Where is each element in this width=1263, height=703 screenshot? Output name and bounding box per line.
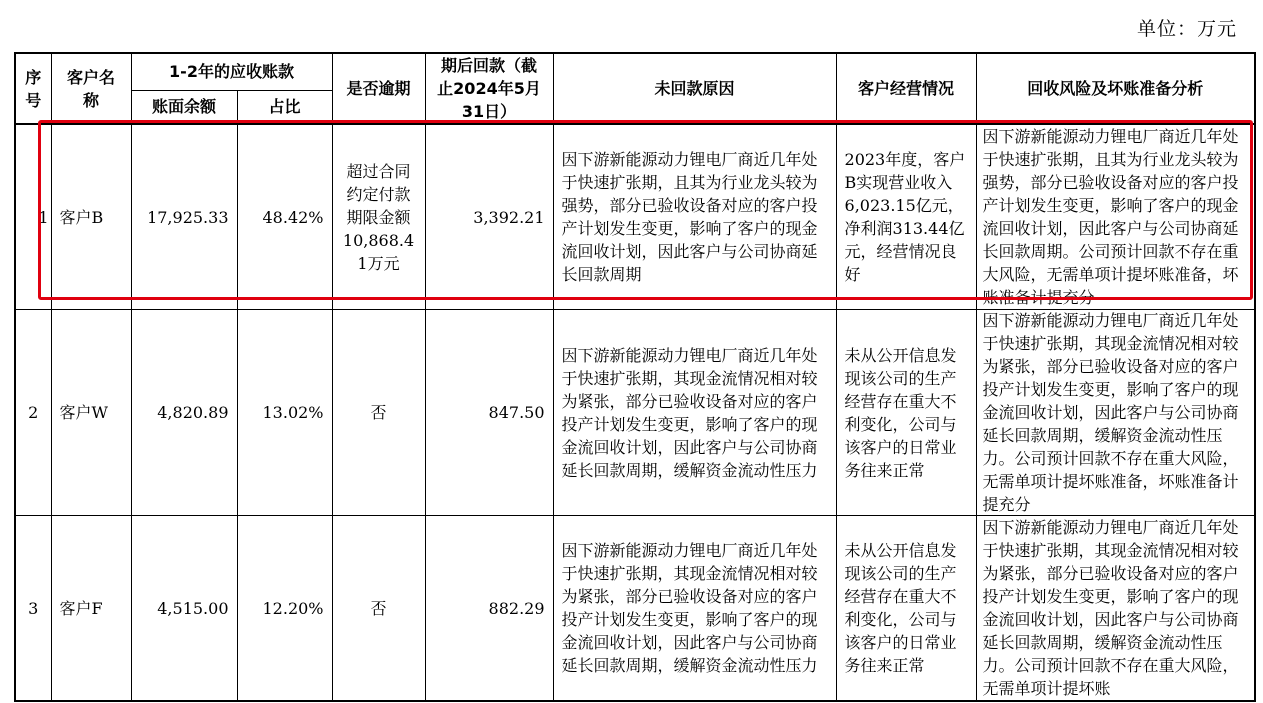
cell-risk [976,310,1255,516]
cell-operation [836,310,976,516]
risk-text: 因下游新能源动力锂电厂商近几年处于快速扩张期，其现金流情况相对较为紧张，部分已验收设备对应的客户投产计划发生变更，影响了客户的现金流回收计划，因此客户与公司协商延长回款周期，缓解资金流动性压力。公司预计回款不存在重大风险，无需单项计提坏账准备，坏账准备计提充分 [982,311,1239,514]
reason-text: 因下游新能源动力锂电厂商近几年处于快速扩张期，其现金流情况相对较为紧张，部分已验收设备对应的客户投产计划发生变更，影响了客户的现金流回收计划，因此客户与公司协商延长回款周期，缓解资金流动性压力 [561,541,818,675]
cell-seq: 3 [15,516,51,702]
header-seq: 序号 [15,53,51,124]
header-reason: 未回款原因 [553,53,836,124]
header-ratio: 占比 [237,90,332,124]
cell-collected: 3,392.21 [425,124,553,310]
table-row [15,310,1255,516]
header-book-balance: 账面余额 [131,90,237,124]
header-customer: 客户名称 [51,53,131,124]
cell-risk [976,516,1255,702]
table-row [15,124,1255,310]
header-risk: 回收风险及坏账准备分析 [976,53,1255,124]
receivables-table [14,52,1256,702]
cell-collected: 882.29 [425,516,553,702]
cell-seq: 1 [15,124,51,310]
cell-seq: 2 [15,310,51,516]
reason-text: 因下游新能源动力锂电厂商近几年处于快速扩张期，其现金流情况相对较为紧张，部分已验收设备对应的客户投产计划发生变更，影响了客户的现金流回收计划，因此客户与公司协商延长回款周期，缓解资金流动性压力 [561,345,818,480]
cell-overdue [332,124,425,310]
cell-collected: 847.50 [425,310,553,516]
table-row [15,516,1255,702]
cell-book-balance: 4,820.89 [131,310,237,516]
cell-operation [836,516,976,702]
cell-ratio: 48.42% [237,124,332,310]
cell-ratio: 12.20% [237,516,332,702]
cell-operation [836,124,976,310]
cell-customer: 客户W [51,310,131,516]
cell-ratio: 13.02% [237,310,332,516]
risk-text: 因下游新能源动力锂电厂商近几年处于快速扩张期，其现金流情况相对较为紧张，部分已验收设备对应的客户投产计划发生变更，影响了客户的现金流回收计划，因此客户与公司协商延长回款周期，缓解资金流动性压力。公司预计回款不存在重大风险，无需单项计提坏账 [982,518,1239,698]
cell-customer: 客户B [51,124,131,310]
reason-text: 因下游新能源动力锂电厂商近几年处于快速扩张期，且其为行业龙头较为强势，部分已验收设备对应的客户投产计划发生变更，影响了客户的现金流回收计划，因此客户与公司协商延长回款周期 [561,150,818,284]
header-ar-group: 1-2年的应收账款 [131,53,332,90]
cell-reason [553,516,836,702]
cell-reason [553,124,836,310]
header-overdue: 是否逾期 [332,53,425,124]
cell-risk [976,124,1255,310]
header-collected: 期后回款（截止2024年5月31日） [425,53,553,124]
cell-overdue: 否 [332,310,425,516]
cell-book-balance: 17,925.33 [131,124,237,310]
operation-text: 2023年度，客户B实现营业收入6,023.15亿元，净利润313.44亿元，经营情况良好 [844,150,966,284]
operation-text: 未从公开信息发现该公司的生产经营存在重大不利变化，公司与该客户的日常业务往来正常 [844,541,957,675]
cell-book-balance: 4,515.00 [131,516,237,702]
cell-customer: 客户F [51,516,131,702]
header-operation: 客户经营情况 [836,53,976,124]
cell-reason [553,310,836,516]
cell-overdue: 否 [332,516,425,702]
operation-text: 未从公开信息发现该公司的生产经营存在重大不利变化，公司与该客户的日常业务往来正常 [844,345,957,480]
overdue-text: 超过合同约定付款期限金额10,868.41万元 [342,161,415,273]
risk-text: 因下游新能源动力锂电厂商近几年处于快速扩张期，且其为行业龙头较为强势，部分已验收设备对应的客户投产计划发生变更，影响了客户的现金流回收计划，因此客户与公司协商延长回款周期。公司预计回款不存在重大风险，无需单项计提坏账准备，坏账准备计提充分 [982,127,1239,307]
unit-label: 单位：万元 [1136,18,1237,40]
